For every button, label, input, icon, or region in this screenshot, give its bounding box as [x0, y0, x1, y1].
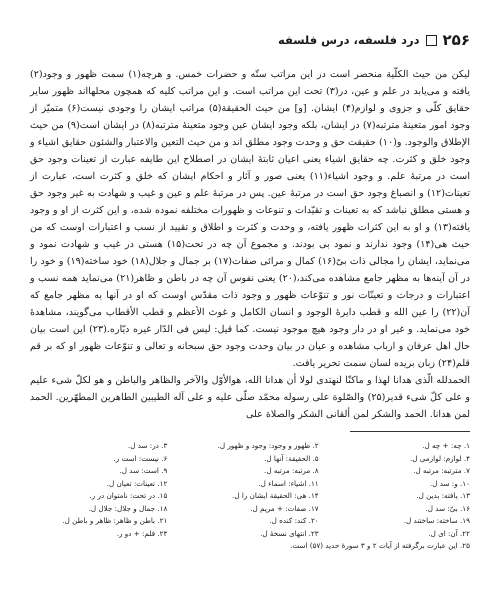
square-ornament-icon: [426, 35, 437, 46]
footnote: ۲۲. آن: ای ل.: [428, 528, 470, 538]
running-title: درد فلسفه، درس فلسفه: [277, 33, 420, 47]
footnote: ۳. در: سد ل.: [127, 441, 168, 450]
footnote: ۴. لوازم: لوازمی ل.: [410, 453, 470, 463]
footnote: ۱۹. ساخته: ساختند ل.: [403, 516, 470, 525]
footnote: ۲۰. کند: کنده ل.: [269, 516, 319, 525]
page-header: [30, 30, 470, 50]
footnote-last: ۲۵. این عبارت برگرفته از آیات ۲ و ۳ سورهٔ حدید (۵۷) است.: [290, 541, 470, 550]
footnote: ۱. چه: + چه ل.: [422, 441, 470, 450]
footnote: ۱۰. و: سد ل.: [429, 478, 470, 488]
footnote-divider: [350, 431, 470, 432]
body-text: [30, 66, 470, 423]
footnote: ۷. مترتبه: مرتبه ل.: [413, 466, 470, 475]
page-number: ۲۵۶: [442, 31, 470, 49]
footnote: ۸. مرتبه: مرتبه ل.: [264, 466, 319, 475]
paragraph-main: لیکن من حیث الکلّیة منحصر است در این مراتب ستّه و حضرات خمس. و هرچه(۱) سمت ظهور و وجود(۲) یافته و می‌یابد در علم و عین، در(۳) تحت این مراتب است. و این مراتب کلیه که همچون محلهااند ظهور سایر حقایق کلّی و جزوی و لوازم(۴) ایشان. [و] من حیث الحقیقة(۵) مراتب ایشان را وجودی نیست(۶) متمیّز از وجود امور متعینهٔ مترتبه(۷) در ایشان، بلکه وجود ایشان عین وجود متعینهٔ مترتبه(۸) در ایشان است(۹) من حیث الإطلاق والوجود. و(۱۰) حقیقت حق و وحدت وجود مطلق اند و من حیث التعین والاعتبار والشئون حقایق اشیاء و وجود خلق و کثرت. چه حقایق اشیاء یعنی اعیان ثابتهٔ ایشان در اصطلاح این طایفه عبارت از تعینات وجود حق است در مرتبهٔ علم. و وجود اشیاء(۱۱) یعنی صور و آثار و احکام ایشان که خلق و کثرت است، عبارت از تعینات(۱۲) و انصباغ وجود حق است در مرتبهٔ عین. پس در مرتبهٔ علم و عین و غیب و شهادت به غیر وجود حق و هستی مطلق نباشد که به تعینات و تقیّدات و تنوعات و ظهورات مختلفه نموده شده، و این کثرت از او و وجود یافته(۱۳) و او به این کثرات ظهور یافته، و وحدت و کثرت و اطلاق و تقیید از نسب و اعتبارات اوست که من حیث هی(۱۴) وجود ندارند و نمود بی بودند. و مجموع آن چه در تحت(۱۵) هستی در غیب و شهادت نمود و می‌نماید، ایشان را مجالی ذات بیّ(۱۶) کمال و مرائی صفات(۱۷) بر جمال و جلال(۱۸) خود ساخته(۱۹) و خود را در آن آینه‌ها به مظهر جامع مشاهده می‌کند،(۲۰) یعنی نفوس آن چه در باطن و ظاهر(۲۱) می‌نماید همه نسب و اعتبارات و درجات و تعینّات نور و تنوّعات ظهور و وجود ذات مقدّس اوست که او در آنها به مظهر جامع که آن(۲۲) را عین الله و قطب دایرهٔ الوجود و انسان الکامل و غوث الأعظم و قطب الأقطاب می‌گویند، مشاهدهٔ خود می‌نماید. و غیر او در دار وجود هیچ موجود نیست. کما قیل: لیس فی الدّار غیره دیّاره.(۲۳) این است بیان حال اهل عرفان و ارباب مشاهده و عیان در بیان وحدت وجود حق سبحانه و تعالی و تنوّعات ظهور او که بر قم قلم(۲۴) زبان بریده لسان سمت تحریر یافت.: [30, 69, 471, 369]
footnote: ۲. ظهور و وجود: وجود و ظهور ل.: [217, 441, 319, 450]
footnote: ۱۵. در تحت: نامتوان در ر.: [89, 491, 168, 500]
footnote: ۱۱. اشیاء: اسماء ل.: [258, 478, 319, 488]
footnote: ۱۷. صفات: + مریم ل.: [250, 503, 319, 513]
footnote: ۵. الحقیقة: آنها ل.: [264, 453, 319, 463]
footnote: ۱۲. تعینات: تعیان ل.: [106, 478, 168, 488]
footnote: ۱۳. یافته: بدین ل.: [416, 491, 470, 500]
footnote: ۲۱. باطن و ظاهر: ظاهر و باطن ل.: [62, 516, 168, 525]
footnote: ۲۳. انتهای نسخهٔ ل.: [260, 528, 319, 538]
footnote: ۱۴. هی: الحقیقة ایشان را ل.: [232, 491, 319, 500]
footnote: ۱۸. جمال و جلال: جلال ل.: [88, 503, 168, 513]
footnote: ۲۴. قلم: + دو ر.: [116, 528, 168, 538]
footnotes: [30, 440, 470, 552]
footnote: ۶. نیست: است ر.: [113, 453, 168, 463]
footnote: ۹. است: سد ل.: [119, 466, 168, 475]
footnote: ۱۶. بیّ: سد ل.: [425, 503, 470, 513]
paragraph-closing: الحمدلله الّذی هدانا لهذا و ماکنّا لنهتدی لولا أن هدانا الله، هوالأوّل والآخر والظاهر والباطن و هو لکلّ شیء علیم و علی کلّ شیء قدیر(۲۵) والصّلوة علی رسوله محمّد صلّی علیه و علی آله الطیبین الطاهرین المطهّرین. الحمد لمن هدانا. الحمد والشکر لمن ألقانی الشکر والصلاة علی: [30, 375, 471, 420]
